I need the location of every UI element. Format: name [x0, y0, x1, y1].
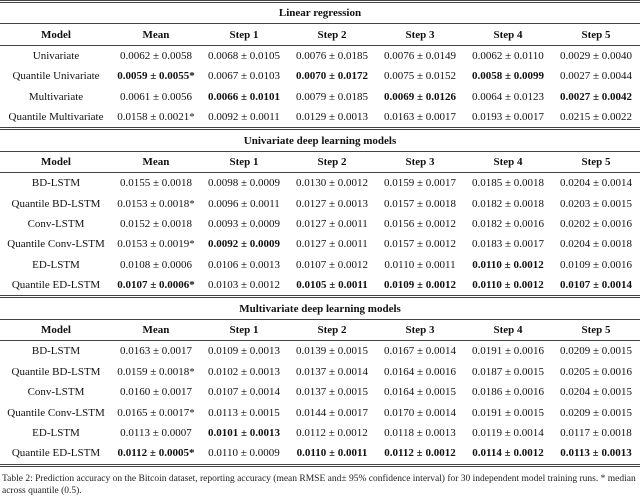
- value-cell: 0.0107 ± 0.0014: [559, 279, 633, 292]
- value-cell: 0.0113 ± 0.0007: [120, 427, 192, 439]
- value-cell: 0.0027 ± 0.0042: [559, 90, 633, 103]
- value-cell: 0.0127 ± 0.0011: [296, 238, 368, 251]
- model-name: Quantile ED-LSTM: [0, 443, 112, 465]
- value-cell: 0.0182 ± 0.0016: [471, 218, 545, 231]
- value-cell: 0.0191 ± 0.0015: [471, 406, 545, 419]
- value-cell: 0.0215 ± 0.0022: [559, 111, 633, 124]
- value-cell: 0.0112 ± 0.0005*: [112, 443, 200, 465]
- value-cell: 0.0110 ± 0.0012: [472, 258, 544, 271]
- value-cell: 0.0109 ± 0.0012: [383, 279, 457, 292]
- value-cell: 0.0093 ± 0.0009: [207, 218, 281, 231]
- column-header: Step 2: [288, 319, 376, 340]
- value-cell: 0.0092 ± 0.0009: [207, 238, 281, 251]
- value-cell: 0.0152 ± 0.0018: [119, 218, 193, 231]
- column-header: Step 3: [376, 151, 464, 172]
- value-cell: 0.0110 ± 0.0011: [384, 258, 456, 271]
- value-cell: 0.0076 ± 0.0149: [383, 49, 457, 62]
- value-cell: 0.0102 ± 0.0013: [207, 365, 281, 378]
- value-cell: 0.0186 ± 0.0016: [471, 386, 545, 399]
- value-cell: 0.0103 ± 0.0012: [207, 279, 281, 292]
- value-cell: 0.0159 ± 0.0018*: [117, 365, 195, 378]
- table-row: [0, 382, 640, 402]
- value-cell: 0.0107 ± 0.0014: [207, 386, 281, 399]
- model-name: Quantile ED-LSTM: [11, 279, 101, 292]
- value-cell: 0.0107 ± 0.0006*: [117, 279, 195, 292]
- value-cell: 0.0129 ± 0.0013: [295, 111, 369, 124]
- value-cell: 0.0153 ± 0.0019*: [117, 238, 195, 251]
- value-cell: 0.0098 ± 0.0009: [207, 177, 281, 190]
- value-cell: 0.0114 ± 0.0012: [464, 443, 552, 465]
- value-cell: 0.0118 ± 0.0013: [384, 427, 456, 439]
- value-cell: 0.0204 ± 0.0015: [559, 386, 633, 399]
- value-cell: 0.0155 ± 0.0018: [119, 177, 193, 190]
- value-cell: 0.0112 ± 0.0012: [296, 427, 368, 439]
- value-cell: 0.0185 ± 0.0018: [471, 177, 545, 190]
- column-header: Step 4: [464, 24, 552, 45]
- value-cell: 0.0108 ± 0.0006: [119, 258, 193, 271]
- value-cell: 0.0068 ± 0.0105: [207, 49, 281, 62]
- column-header: Step 1: [200, 151, 288, 172]
- value-cell: 0.0075 ± 0.0152: [383, 70, 457, 83]
- value-cell: 0.0092 ± 0.0011: [208, 111, 280, 124]
- column-header: Step 1: [200, 319, 288, 340]
- value-cell: 0.0205 ± 0.0016: [559, 365, 633, 378]
- value-cell: 0.0127 ± 0.0011: [296, 218, 368, 231]
- value-cell: 0.0193 ± 0.0017: [471, 111, 545, 124]
- column-header: Step 2: [288, 24, 376, 45]
- value-cell: 0.0105 ± 0.0011: [296, 279, 368, 292]
- value-cell: 0.0066 ± 0.0101: [207, 90, 281, 103]
- model-name: Quantile BD-LSTM: [11, 365, 101, 378]
- table-row: [0, 107, 640, 129]
- column-header: Mean: [112, 24, 200, 45]
- value-cell: 0.0204 ± 0.0018: [559, 238, 633, 251]
- value-cell: 0.0204 ± 0.0014: [559, 177, 633, 190]
- column-header: Step 4: [464, 151, 552, 172]
- value-cell: 0.0069 ± 0.0126: [383, 90, 457, 103]
- value-cell: 0.0113 ± 0.0013: [552, 443, 640, 465]
- value-cell: 0.0096 ± 0.0011: [208, 197, 280, 210]
- value-cell: 0.0167 ± 0.0014: [383, 345, 457, 358]
- column-header: Model: [0, 24, 112, 45]
- value-cell: 0.0029 ± 0.0040: [559, 49, 633, 62]
- value-cell: 0.0209 ± 0.0015: [559, 345, 633, 358]
- model-name: Quantile Conv-LSTM: [7, 238, 105, 251]
- value-cell: 0.0209 ± 0.0015: [559, 406, 633, 419]
- value-cell: 0.0164 ± 0.0015: [383, 386, 457, 399]
- value-cell: 0.0112 ± 0.0012: [376, 443, 464, 465]
- model-name: Quantile Multivariate: [8, 111, 104, 124]
- value-cell: 0.0158 ± 0.0021*: [117, 111, 195, 124]
- table-row: [0, 423, 640, 443]
- column-header: Step 5: [552, 24, 640, 45]
- table-row: [0, 255, 640, 275]
- value-cell: 0.0139 ± 0.0015: [295, 345, 369, 358]
- model-name: ED-LSTM: [32, 258, 80, 271]
- value-cell: 0.0059 ± 0.0055*: [117, 70, 195, 83]
- table-row: [0, 402, 640, 422]
- value-cell: 0.0110 ± 0.0011: [288, 443, 376, 465]
- section-title-row: [0, 297, 640, 319]
- table-row: [0, 443, 640, 465]
- value-cell: 0.0062 ± 0.0110: [472, 49, 544, 62]
- value-cell: 0.0058 ± 0.0099: [471, 70, 545, 83]
- column-header: Mean: [112, 319, 200, 340]
- value-cell: 0.0137 ± 0.0015: [295, 386, 369, 399]
- value-cell: 0.0191 ± 0.0016: [471, 345, 545, 358]
- value-cell: 0.0153 ± 0.0018*: [117, 197, 195, 210]
- value-cell: 0.0203 ± 0.0015: [559, 197, 633, 210]
- model-name: ED-LSTM: [32, 427, 80, 439]
- section-title-row: [0, 129, 640, 151]
- model-name: Quantile Conv-LSTM: [7, 406, 105, 419]
- column-header: Step 5: [552, 151, 640, 172]
- value-cell: 0.0183 ± 0.0017: [471, 238, 545, 251]
- value-cell: 0.0156 ± 0.0012: [383, 218, 457, 231]
- table-row: [0, 362, 640, 382]
- model-name: Quantile BD-LSTM: [11, 197, 101, 210]
- value-cell: 0.0157 ± 0.0012: [383, 238, 457, 251]
- value-cell: 0.0157 ± 0.0018: [383, 197, 457, 210]
- value-cell: 0.0101 ± 0.0013: [207, 427, 281, 439]
- table-caption: Table 2: Prediction accuracy on the Bitcoin dataset, reporting accuracy (mean RMSE and± 95% confidence interval) for 30 independent model training runs. * median across quantile (0.5).: [2, 473, 636, 496]
- value-cell: 0.0067 ± 0.0103: [207, 70, 281, 83]
- model-name: Multivariate: [28, 90, 84, 103]
- value-cell: 0.0061 ± 0.0056: [119, 90, 193, 103]
- model-name: Univariate: [32, 49, 80, 62]
- column-header: Step 3: [376, 319, 464, 340]
- section-title: Multivariate deep learning models: [0, 297, 640, 319]
- value-cell: 0.0159 ± 0.0017: [383, 177, 457, 190]
- value-cell: 0.0076 ± 0.0185: [295, 49, 369, 62]
- table-row: [0, 66, 640, 86]
- column-header: Step 4: [464, 319, 552, 340]
- header-row: [0, 319, 640, 340]
- value-cell: 0.0107 ± 0.0012: [295, 258, 369, 271]
- value-cell: 0.0113 ± 0.0015: [208, 406, 280, 419]
- column-header: Model: [0, 151, 112, 172]
- section-title-row: [0, 2, 640, 24]
- value-cell: 0.0119 ± 0.0014: [472, 427, 544, 439]
- model-name: Conv-LSTM: [27, 218, 85, 231]
- value-cell: 0.0027 ± 0.0044: [559, 70, 633, 83]
- value-cell: 0.0064 ± 0.0123: [471, 90, 545, 103]
- value-cell: 0.0137 ± 0.0014: [295, 365, 369, 378]
- value-cell: 0.0062 ± 0.0058: [119, 49, 193, 62]
- table-row: [0, 45, 640, 66]
- value-cell: 0.0144 ± 0.0017: [295, 406, 369, 419]
- value-cell: 0.0187 ± 0.0015: [471, 365, 545, 378]
- table-row: [0, 275, 640, 297]
- model-name: Quantile Univariate: [12, 70, 100, 83]
- table-row: [0, 194, 640, 214]
- value-cell: 0.0170 ± 0.0014: [383, 406, 457, 419]
- value-cell: 0.0164 ± 0.0016: [383, 365, 457, 378]
- column-header: Step 2: [288, 151, 376, 172]
- value-cell: 0.0117 ± 0.0018: [560, 427, 632, 439]
- header-row: [0, 151, 640, 172]
- value-cell: 0.0109 ± 0.0013: [207, 345, 281, 358]
- value-cell: 0.0110 ± 0.0009: [200, 443, 288, 465]
- value-cell: 0.0202 ± 0.0016: [559, 218, 633, 231]
- column-header: Step 5: [552, 319, 640, 340]
- column-header: Mean: [112, 151, 200, 172]
- value-cell: 0.0070 ± 0.0172: [295, 70, 369, 83]
- value-cell: 0.0160 ± 0.0017: [119, 386, 193, 399]
- value-cell: 0.0182 ± 0.0018: [471, 197, 545, 210]
- value-cell: 0.0163 ± 0.0017: [119, 345, 193, 358]
- column-header: Step 1: [200, 24, 288, 45]
- column-header: Step 3: [376, 24, 464, 45]
- table-row: [0, 87, 640, 107]
- section-title: Univariate deep learning models: [0, 129, 640, 151]
- value-cell: 0.0163 ± 0.0017: [383, 111, 457, 124]
- value-cell: 0.0079 ± 0.0185: [295, 90, 369, 103]
- table-row: [0, 234, 640, 254]
- section-title: Linear regression: [0, 2, 640, 24]
- value-cell: 0.0130 ± 0.0012: [295, 177, 369, 190]
- value-cell: 0.0127 ± 0.0013: [295, 197, 369, 210]
- table-row: [0, 173, 640, 194]
- model-name: Conv-LSTM: [27, 386, 85, 399]
- table-row: [0, 214, 640, 234]
- value-cell: 0.0109 ± 0.0016: [559, 258, 633, 271]
- model-name: BD-LSTM: [31, 345, 81, 358]
- table-row: [0, 341, 640, 362]
- model-name: BD-LSTM: [31, 177, 81, 190]
- value-cell: 0.0165 ± 0.0017*: [117, 406, 195, 419]
- header-row: [0, 24, 640, 45]
- value-cell: 0.0110 ± 0.0012: [472, 279, 544, 292]
- value-cell: 0.0106 ± 0.0013: [207, 258, 281, 271]
- column-header: Model: [0, 319, 112, 340]
